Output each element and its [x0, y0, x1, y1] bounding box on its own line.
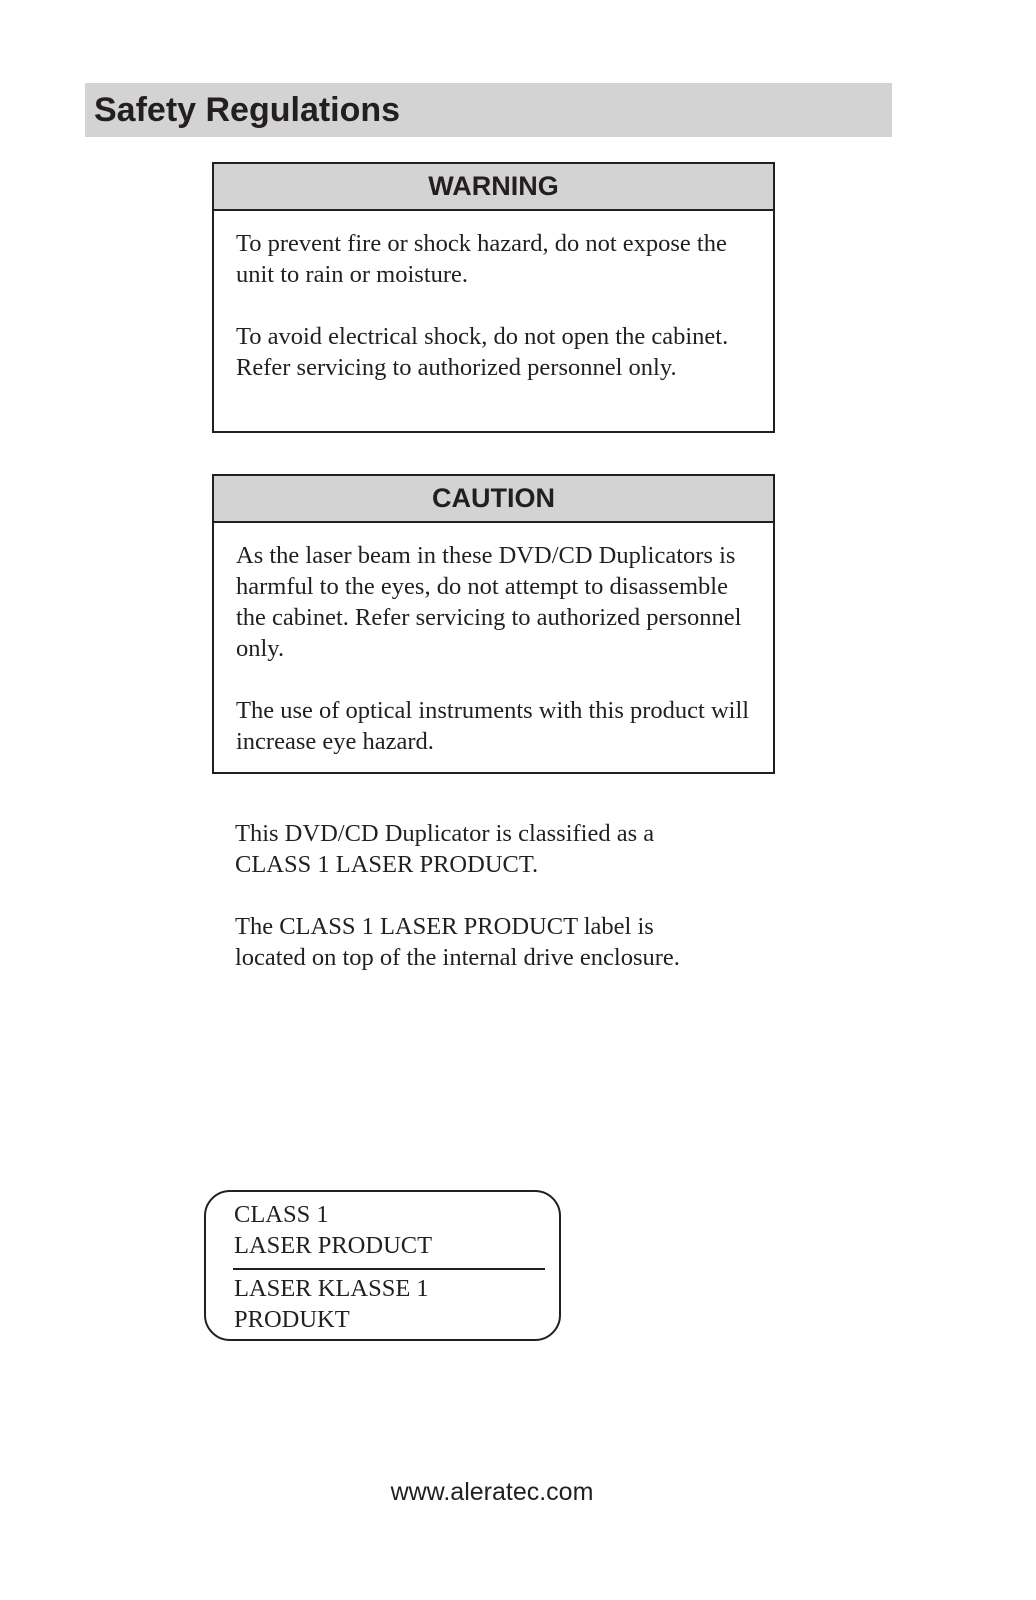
page-title: Safety Regulations	[94, 91, 401, 129]
label-english-line1: CLASS 1	[234, 1201, 329, 1228]
caution-box	[212, 474, 775, 774]
warning-paragraph: To prevent fire or shock hazard, do not expose the unit to rain or moisture.	[236, 230, 727, 288]
caution-heading: CAUTION	[214, 476, 773, 523]
classification-paragraph: This DVD/CD Duplicator is classified as a CLASS 1 LASER PRODUCT.	[235, 820, 655, 878]
warning-body	[214, 211, 773, 399]
section-title-bar	[85, 83, 892, 137]
label-english-line2: LASER PRODUCT	[234, 1232, 433, 1259]
footer-url: www.aleratec.com	[390, 1478, 594, 1506]
label-english	[234, 1199, 544, 1261]
warning-paragraph: To avoid electrical shock, do not open the cabinet. Refer servicing to authorized personnel only.	[236, 323, 729, 381]
label-divider	[233, 1268, 545, 1270]
label-german-line2: PRODUKT	[234, 1306, 350, 1333]
classification-text	[235, 818, 795, 973]
caution-body	[214, 523, 773, 773]
warning-box	[212, 162, 775, 433]
caution-paragraph: The use of optical instruments with this product will increase eye hazard.	[236, 697, 750, 755]
classification-paragraph: The CLASS 1 LASER PRODUCT label is located on top of the internal drive enclosure.	[235, 913, 680, 971]
laser-product-label	[204, 1190, 561, 1341]
label-german-line1: LASER KLASSE 1	[234, 1275, 429, 1302]
warning-heading: WARNING	[214, 164, 773, 211]
label-german	[234, 1273, 544, 1335]
caution-paragraph: As the laser beam in these DVD/CD Duplicators is harmful to the eyes, do not attempt to disassemble the cabinet. Refer servicing to authorized personnel only.	[236, 542, 742, 662]
